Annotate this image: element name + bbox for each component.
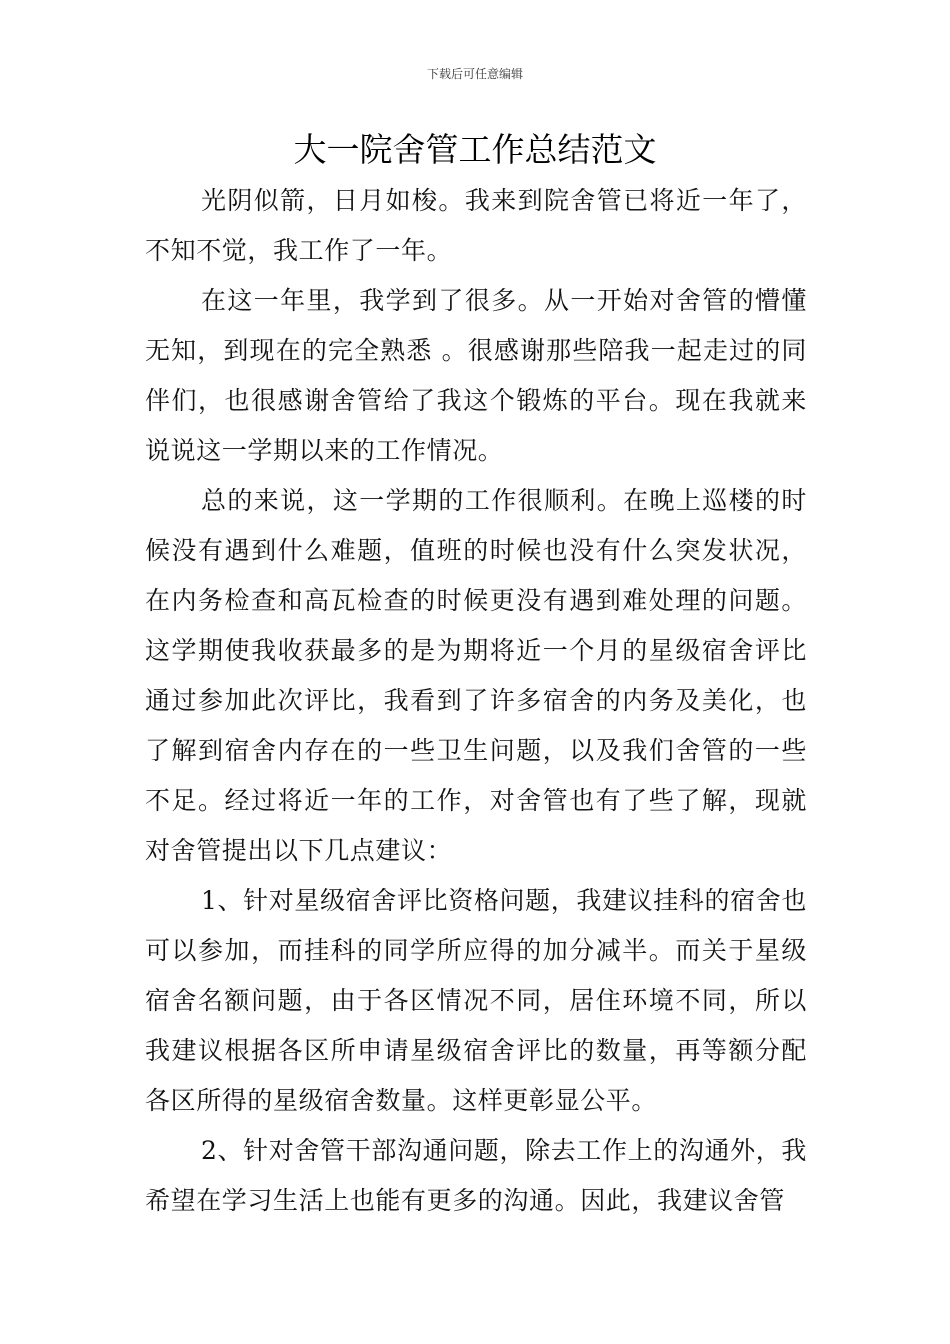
paragraph-suggestion-2: 2、针对舍管干部沟通问题，除去工作上的沟通外，我希望在学习生活上也能有更多的沟通。因此，我建议舍管 <box>145 1136 807 1215</box>
paragraph-work-summary: 总的来说，这一学期的工作很顺利。在晚上巡楼的时候没有遇到什么难题，值班的时候也没有什么突发状况，在内务检查和高瓦检查的时候更没有遇到难处理的问题。这学期使我收获最多的是为期将近一个月的星级宿舍评比通过参加此次评比，我看到了许多宿舍的内务及美化，也了解到宿舍内存在的一些卫生问题，以及我们舍管的一些不足。经过将近一年的工作，对舍管也有了些了解，现就对舍管提出以下几点建议： <box>145 486 807 865</box>
header-note: 下载后可任意编辑 <box>426 67 523 81</box>
paragraph-suggestion-1: 1、针对星级宿舍评比资格问题，我建议挂科的宿舍也可以参加，而挂科的同学所应得的加分减半。而关于星级宿舍名额问题，由于各区情况不同，居住环境不同，所以我建议根据各区所申请星级宿舍评比的数量，再等额分配各区所得的星级宿舍数量。这样更彰显公平。 <box>145 886 807 1115</box>
document-body <box>145 176 807 1226</box>
document-title: 大一院舍管工作总结范文 <box>293 130 657 169</box>
paragraph-learning: 在这一年里，我学到了很多。从一开始对舍管的懵懂无知，到现在的完全熟悉 。很感谢那些陪我一起走过的同伴们，也很感谢舍管给了我这个锻炼的平台。现在我就来说说这一学期以来的工作情况。 <box>145 286 807 465</box>
paragraph-intro: 光阴似箭，日月如梭。我来到院舍管已将近一年了，不知不觉，我工作了一年。 <box>145 186 807 265</box>
